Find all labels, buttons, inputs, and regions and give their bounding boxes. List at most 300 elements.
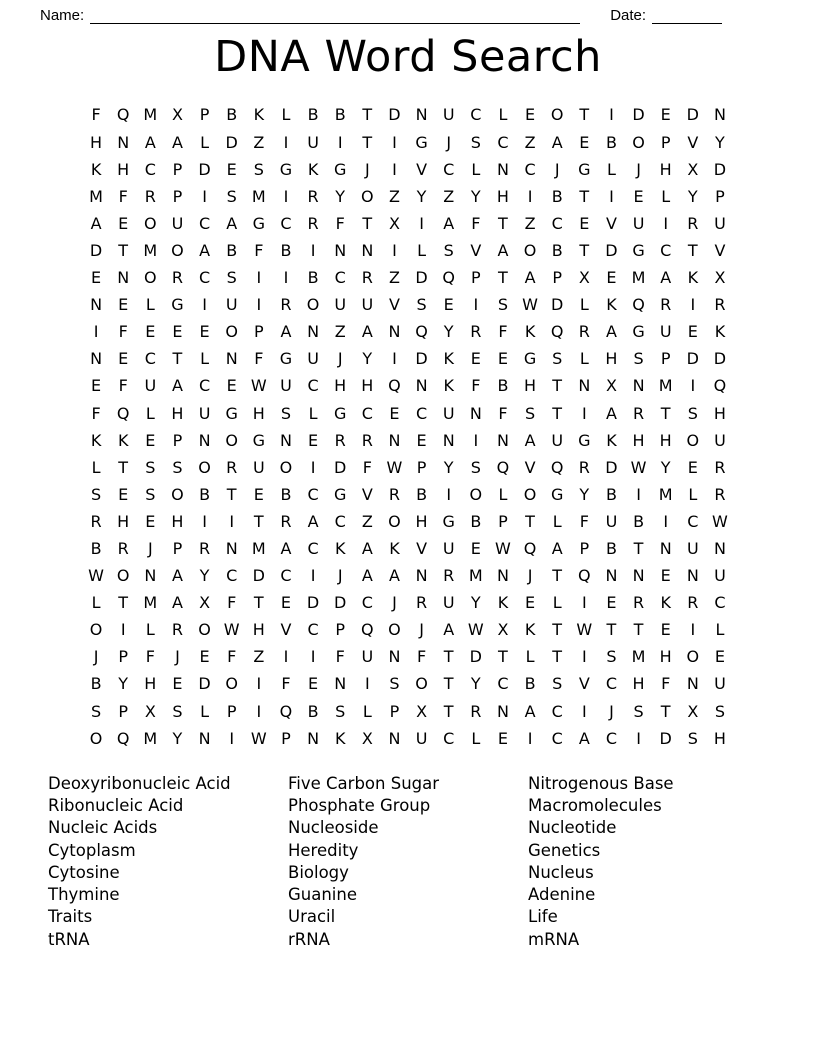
grid-letter: T [362,213,373,233]
grid-letter: Z [334,322,346,342]
grid-letter: D [632,105,645,125]
grid-letter: L [525,647,535,667]
grid-letter: A [497,240,509,260]
word-list-item: Phosphate Group [288,795,431,815]
grid-row [83,129,734,156]
grid-letter: Q [442,268,455,288]
grid-letter: X [578,268,590,288]
grid-letter: F [227,647,237,667]
grid-letter: N [388,430,401,450]
grid-letter: U [361,295,374,315]
grid-letter: N [225,349,238,369]
grid-letter: I [256,295,262,315]
grid-letter: U [307,349,319,369]
grid-letter: H [632,430,645,450]
word-list-item: Cytoplasm [48,840,136,860]
grid-letter: K [524,322,536,342]
grid-letter: I [446,484,452,504]
grid-letter: O [225,322,238,342]
grid-letter: L [145,295,155,315]
grid-letter: L [579,295,589,315]
grid-letter: A [280,538,292,558]
grid-letter: I [310,240,316,260]
grid-letter: F [118,186,128,206]
grid-letter: R [714,484,726,504]
grid-letter: V [416,538,428,558]
word-list-item: Adenine [528,885,596,905]
grid-letter: S [497,295,509,315]
grid-letter: O [388,511,401,531]
grid-letter: P [172,538,183,558]
grid-letter: K [606,295,617,315]
grid-letter: O [361,186,374,206]
grid-letter: B [605,538,617,558]
grid-letter: D [686,105,699,125]
grid-letter: I [663,213,669,233]
grid-letter: Y [172,728,183,748]
grid-letter: B [605,132,617,152]
grid-letter: U [659,322,672,342]
grid-letter: R [171,268,183,288]
grid-letter: J [527,566,533,586]
grid-letter: J [419,620,424,640]
word-list-item: Biology [288,862,349,882]
grid-letter: P [172,186,183,206]
grid-letter: E [579,132,590,152]
grid-letter: K [253,105,265,125]
grid-row [83,589,734,616]
grid-letter: W [522,295,538,315]
grid-letter: I [202,511,207,531]
grid-letter: I [636,484,641,504]
grid-letter: T [118,240,129,260]
grid-letter: C [415,403,428,423]
grid-letter: J [337,349,343,369]
grid-letter: P [172,159,183,179]
grid-letter: U [442,105,455,125]
grid-letter: S [172,457,183,477]
grid-letter: S [145,457,156,477]
grid-letter: L [552,511,562,531]
grid-letter: H [524,376,537,396]
grid-letter: R [307,213,319,233]
grid-row [83,264,734,291]
grid-letter: J [147,538,153,558]
grid-letter: W [223,620,240,640]
grid-letter: S [714,701,726,721]
grid-letter: I [690,620,696,640]
grid-letter: C [198,268,211,288]
grid-letter: U [442,403,455,423]
grid-letter: I [202,186,207,206]
grid-letter: A [171,376,183,396]
grid-letter: F [91,403,101,423]
grid-letter: D [551,295,564,315]
grid-letter: I [527,186,533,206]
grid-letter: S [416,295,427,315]
grid-letter: Y [335,186,346,206]
grid-row [83,670,734,697]
grid-letter: T [226,484,237,504]
grid-letter: M [143,593,158,613]
grid-letter: E [226,376,237,396]
grid-letter: L [281,105,291,125]
grid-letter: E [470,538,481,558]
grid-letter: W [712,511,728,531]
grid-letter: A [388,566,400,586]
grid-letter: I [310,647,316,667]
grid-letter: M [143,240,158,260]
grid-letter: E [91,268,102,288]
grid-letter: C [307,484,319,504]
grid-letter: C [497,674,509,694]
grid-letter: N [388,647,401,667]
grid-letter: H [361,376,374,396]
grid-letter: R [660,295,672,315]
grid-letter: S [226,268,237,288]
grid-letter: N [198,430,211,450]
grid-letter: H [117,159,130,179]
grid-letter: D [659,728,672,748]
grid-letter: T [118,457,129,477]
grid-letter: K [117,430,129,450]
grid-letter: N [307,728,320,748]
grid-letter: O [306,295,320,315]
grid-letter: U [361,647,374,667]
grid-letter: V [524,457,536,477]
grid-letter: I [310,457,316,477]
grid-letter: L [579,349,589,369]
grid-letter: T [552,376,563,396]
grid-letter: A [605,403,617,423]
grid-letter: O [89,620,103,640]
grid-letter: K [497,593,509,613]
grid-letter: A [524,430,536,450]
grid-letter: L [471,728,481,748]
word-list-item: Deoxyribonucleic Acid [48,773,231,793]
word-list-item: rRNA [288,929,330,949]
grid-letter: R [388,484,400,504]
grid-letter: N [90,349,103,369]
grid-letter: N [496,701,509,721]
grid-letter: U [686,538,699,558]
grid-letter: C [551,701,563,721]
grid-letter: C [361,403,373,423]
word-list-item: Nucleus [528,862,594,882]
grid-letter: S [687,728,698,748]
grid-letter: F [362,457,372,477]
grid-letter: U [714,213,726,233]
grid-letter: I [609,105,614,125]
grid-letter: E [308,430,319,450]
grid-letter: S [552,674,563,694]
grid-letter: N [388,728,401,748]
grid-letter: S [253,159,264,179]
grid-letter: A [171,566,183,586]
word-search-grid [83,101,734,751]
grid-letter: K [443,376,454,396]
grid-row [83,345,734,372]
grid-letter: S [335,701,346,721]
grid-letter: I [527,728,533,748]
grid-letter: J [636,159,641,179]
grid-letter: H [659,159,672,179]
grid-letter: B [307,268,319,288]
grid-letter: O [225,674,238,694]
grid-letter: W [630,457,647,477]
grid-letter: C [551,728,563,748]
grid-letter: F [145,647,155,667]
grid-letter: Y [470,593,481,613]
grid-letter: Z [524,213,536,233]
grid-letter: S [226,186,237,206]
grid-letter: L [606,159,616,179]
grid-letter: S [90,701,102,721]
grid-letter: N [144,566,157,586]
grid-letter: D [198,674,211,694]
grid-letter: E [91,376,102,396]
grid-letter: Q [388,376,401,396]
grid-letter: T [253,593,264,613]
grid-letter: G [578,430,591,450]
grid-letter: U [714,674,726,694]
grid-letter: B [280,484,292,504]
grid-letter: P [172,430,183,450]
grid-letter: I [609,186,614,206]
grid-letter: A [361,566,373,586]
grid-letter: E [308,674,319,694]
grid-letter: H [334,376,347,396]
grid-letter: N [713,105,726,125]
grid-letter: E [389,403,400,423]
grid-letter: Q [361,620,374,640]
grid-letter: R [280,511,292,531]
grid-letter: Q [578,566,591,586]
grid-letter: C [198,376,211,396]
grid-letter: P [335,620,346,640]
grid-letter: U [198,403,211,423]
grid-letter: Q [116,728,130,748]
grid-letter: U [415,728,428,748]
grid-letter: S [389,674,400,694]
grid-letter: U [225,295,238,315]
grid-letter: E [253,484,264,504]
grid-letter: P [470,268,481,288]
grid-letter: F [661,674,671,694]
grid-letter: V [388,295,400,315]
grid-letter: U [334,295,347,315]
grid-letter: A [171,593,183,613]
grid-letter: C [307,376,319,396]
grid-letter: B [497,376,509,396]
word-list-item: Nucleoside [288,818,379,838]
grid-letter: L [498,105,508,125]
grid-letter: M [631,647,646,667]
grid-letter: Q [632,295,645,315]
grid-letter: X [416,701,428,721]
grid-row [83,183,734,210]
grid-letter: I [283,132,289,152]
grid-letter: O [171,484,184,504]
grid-letter: C [334,511,346,531]
grid-letter: C [361,593,373,613]
grid-letter: P [552,268,563,288]
grid-letter: K [714,322,726,342]
grid-letter: E [172,322,183,342]
grid-letter: B [334,105,346,125]
grid-letter: T [552,647,563,667]
grid-letter: B [633,511,645,531]
grid-letter: C [660,240,672,260]
grid-letter: E [606,268,617,288]
grid-letter: I [202,295,207,315]
grid-letter: E [145,511,156,531]
grid-letter: P [389,701,400,721]
grid-letter: E [525,105,536,125]
grid-letter: Z [388,268,400,288]
grid-letter: Y [118,674,129,694]
grid-letter: G [415,132,428,152]
grid-letter: Y [660,457,671,477]
grid-letter: A [280,322,292,342]
grid-letter: K [687,268,699,288]
grid-letter: M [658,484,673,504]
grid-letter: W [495,538,511,558]
grid-letter: S [90,484,102,504]
grid-letter: E [714,647,725,667]
grid-letter: J [93,647,99,667]
grid-letter: F [281,674,291,694]
grid-letter: T [443,647,454,667]
grid-letter: U [442,538,455,558]
grid-letter: W [386,457,403,477]
grid-letter: T [552,620,563,640]
grid-letter: H [632,674,645,694]
grid-letter: D [605,457,618,477]
grid-row [83,643,734,670]
grid-letter: G [632,240,645,260]
grid-letter: O [144,213,157,233]
grid-letter: I [392,240,397,260]
grid-letter: P [579,538,590,558]
grid-letter: W [250,376,267,396]
grid-letter: A [551,132,563,152]
grid-letter: E [443,295,454,315]
grid-letter: N [496,430,509,450]
grid-letter: A [443,620,455,640]
word-list-item: Guanine [288,885,358,905]
grid-letter: M [658,376,673,396]
word-list-column [288,773,528,951]
grid-letter: X [144,701,156,721]
grid-letter: A [361,538,373,558]
grid-letter: B [551,240,563,260]
grid-letter: R [280,295,292,315]
grid-letter: Y [199,566,210,586]
grid-letter: G [252,213,266,233]
grid-letter: A [660,268,672,288]
grid-letter: J [609,701,614,721]
grid-letter: X [687,159,699,179]
grid-letter: U [280,376,292,396]
grid-letter: Q [550,457,564,477]
grid-letter: U [714,430,726,450]
grid-letter: T [498,647,508,667]
grid-letter: A [361,322,373,342]
grid-letter: E [172,674,183,694]
grid-letter: I [636,728,641,748]
grid-letter: N [415,105,428,125]
grid-letter: I [690,376,696,396]
grid-row [83,508,734,535]
grid-letter: T [633,538,644,558]
grid-letter: B [416,484,428,504]
grid-letter: Z [388,186,400,206]
grid-letter: R [714,295,726,315]
grid-letter: L [308,403,318,423]
grid-letter: O [523,484,537,504]
grid-letter: K [334,728,346,748]
grid-letter: E [470,349,481,369]
grid-letter: H [659,647,672,667]
grid-letter: T [579,240,590,260]
grid-letter: Z [443,186,455,206]
grid-letter: O [686,430,700,450]
grid-letter: T [498,268,508,288]
grid-letter: E [118,484,129,504]
grid-letter: H [252,620,265,640]
grid-letter: L [552,593,562,613]
grid-letter: H [171,403,184,423]
grid-letter: R [307,186,319,206]
grid-letter: I [283,268,289,288]
grid-letter: W [467,620,484,640]
grid-letter: C [307,620,319,640]
grid-letter: E [118,295,129,315]
grid-letter: D [334,593,347,613]
grid-letter: C [226,566,238,586]
grid-letter: H [415,511,428,531]
date-blank-line [652,8,722,24]
grid-row [83,291,734,318]
grid-letter: C [144,349,156,369]
grid-letter: H [144,674,157,694]
grid-letter: E [497,728,508,748]
grid-letter: V [361,484,373,504]
grid-row [83,562,734,589]
grid-letter: C [280,213,292,233]
word-list-item: Macromolecules [528,795,662,815]
grid-letter: Z [361,511,373,531]
grid-letter: R [714,457,726,477]
grid-letter: F [335,213,345,233]
grid-letter: D [605,240,618,260]
grid-letter: N [415,376,428,396]
grid-letter: I [229,728,235,748]
grid-letter: T [362,132,373,152]
grid-letter: P [498,511,508,531]
grid-letter: I [256,674,262,694]
grid-letter: T [253,511,264,531]
grid-letter: R [334,430,346,450]
grid-letter: C [470,105,482,125]
grid-letter: V [470,240,482,260]
grid-letter: K [307,159,319,179]
grid-letter: A [524,268,536,288]
grid-letter: O [632,132,645,152]
grid-letter: F [254,240,264,260]
grid-letter: A [443,213,455,233]
